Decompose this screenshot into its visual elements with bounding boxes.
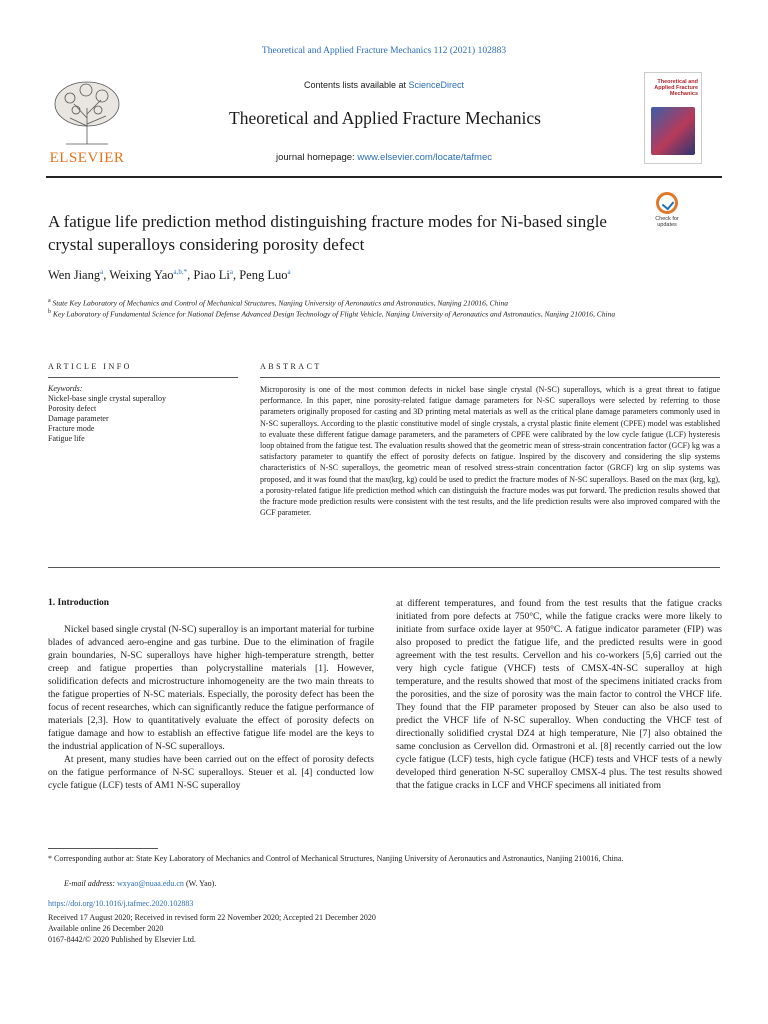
author[interactable]: Weixing Yao <box>109 268 174 283</box>
journal-homepage: journal homepage: www.elsevier.com/locate/tafmec <box>276 152 492 163</box>
available-online: Available online 26 December 2020 <box>48 924 164 933</box>
sciencedirect-link[interactable]: ScienceDirect <box>408 80 465 90</box>
article-title: A fatigue life prediction method distinguishing fracture modes for Ni-based single crystal superalloys considering porosity defect <box>48 212 607 254</box>
author-sup[interactable]: a <box>287 268 291 276</box>
section-rule <box>48 567 720 568</box>
homepage-link[interactable]: www.elsevier.com/locate/tafmec <box>357 152 492 163</box>
received-dates: Received 17 August 2020; Received in revised form 22 November 2020; Accepted 21 December 2020 <box>48 913 376 922</box>
affiliation: $^a$ State Key Laboratory of Mechanics and Control of Mechanical Structures, Nanjing University of Aeronautics and Astronautics, Nanjing 210016, China <box>48 298 509 308</box>
paragraph: Nickel based single crystal (N-SC) superalloy is an important material for turbine blades of advanced aero-engine and gas turbine. Due to the elimination of fragile grain boundaries, N-SC superalloys have higher high-temperature strength, better creep and fatigue properties than polycrystalline materials [1]. However, solidification defects and microstructure inhomogeneity are the two main threats to the fatigue properties of N-SC materials. Especially, the porosity defect has been the focus of recent researches, which can significantly reduce the fatigue performance of materials [2,3]. How to quantitatively evaluate the effect of porosity defects on fatigue damage and how to establish an effective fatigue life model are the keys to the industrial application of N-SC superalloys. <box>48 625 374 752</box>
journal-name: Theoretical and Applied Fracture Mechanics <box>229 108 541 128</box>
body-column-right <box>396 598 722 793</box>
paragraph: at different temperatures, and found from the test results that the fatigue cracks initiated from pore defects at 750°C, while the fatigue cracks were more likely to initiate from surface oxide layer at 950°C. A fatigue indicator parameter (FIP) was also proposed to predict the fatigue life, and the predicted results were in good agreement with the test results. Cervellon and his co-workers [5,6] carried out the very high cycle fatigue (VHCF) tests of CMSX-4N-SC superalloy at high temperature, and the results showed that most of the specimens initiated cracks from the porosities, and the size of porosity was the main factor to control the VHCF life. They found that the FIP parameter proposed by Steuer can also be also used to predict the VHCF life of N-SC superalloy. When conducting the VHCF test of directionally solidified crystal DZ4 at high temperature, Nie [7] also obtained the same conclusion as Cervellon did. Ormastroni et al. [8] recently carried out the low cycle fatigue (LCF) tests, high cycle fatigue (HCF) tests and VHCF tests of a newly developed third generation N-SC superalloy CMSX-4 plus. The test results showed that the fatigue cracks in LCF and VHCF specimens all initiated from <box>396 599 722 791</box>
section-heading: 1. Introduction <box>48 598 110 608</box>
check-updates-icon <box>656 192 678 214</box>
author[interactable]: Wen Jiang <box>48 268 101 283</box>
email-link[interactable]: wxyao@nuaa.edu.cn <box>117 879 184 888</box>
corresponding-author-note: * Corresponding author at: State Key Laboratory of Mechanics and Control of Mechanical Structures, Nanjing University of Aeronautics and Astronautics, Nanjing 210016, China. <box>48 854 624 863</box>
keyword[interactable]: Nickel-base single crystal superalloy <box>48 394 166 403</box>
author-list: Wen Jiang$^a$, Weixing Yao$^{a,b,*}$, Piao Li$^a$, Peng Luo$^a$ <box>48 268 291 283</box>
keyword[interactable]: Fracture mode <box>48 424 95 433</box>
header-rule <box>46 176 722 178</box>
article-info-heading: ARTICLE INFO <box>48 362 132 371</box>
section-rule <box>48 377 238 378</box>
affiliation: $^b$ Key Laboratory of Fundamental Science for National Defense Advanced Design Technology of Flight Vehicle, Nanjing University of Aeronautics and Astronautics, Nanjing 210016, China <box>48 309 616 319</box>
doi-link[interactable]: https://doi.org/10.1016/j.tafmec.2020.102883 <box>48 899 194 908</box>
journal-reference[interactable]: Theoretical and Applied Fracture Mechanics 112 (2021) 102883 <box>261 46 507 56</box>
email-note: E-mail address: wxyao@nuaa.edu.cn (W. Yao). <box>64 879 217 888</box>
keyword[interactable]: Fatigue life <box>48 434 85 443</box>
check-updates-label: Check for updates <box>655 216 679 228</box>
abstract-heading: ABSTRACT <box>260 362 322 371</box>
abstract-text: Microporosity is one of the most common defects in nickel base single crystal (N-SC) superalloys, which is a great threat to fatigue performance. In this paper, nine porosity-related fatigue damage parameters for N-SC superalloys were selected by referring to those parameters originally proposed for casting and 3D printing metal materials as well as the critical plane damage parameters commonly used in N-SC superalloys. According to the plastic constitutive model of single crystals, a crystal plastic finite element (CPFE) model was established to evaluate these different fatigue damage parameters, and the parameters of CPFE were calibrated by the low cycle fatigue (LCF) hysteresis loop obtained from the fatigue test. The evaluation results showed that the geometric mean of stress-strain concentration factor (GCF) kg was a satisfactory parameter to quantify the effect of porosity defects on fatigue. Inspired by the discovery and considering the slip systems characteristics of N-SC superalloys, the geometric mean of resolved stress-strain concentration factor (GRCF) krg on slip systems was proposed, and it was found that the max(krg, kg) could be used to predict the fracture modes of N-SC superalloys. Based on the max (krg, kg), a porosity-related fatigue life prediction method which can distinguish the fracture modes was put forward. The prediction results showed that the fracture mode prediction results were consistent with the test results, and the life prediction results were also improved compared with the GCF parameter. <box>260 385 720 518</box>
keyword[interactable]: Porosity defect <box>48 404 97 413</box>
issn-copyright: 0167-8442/© 2020 Published by Elsevier Ltd. <box>48 935 196 944</box>
section-rule <box>260 377 720 378</box>
body-column-left <box>48 624 374 793</box>
cover-title: Theoretical and Applied Fracture Mechanics <box>654 79 698 97</box>
contents-available: Contents lists available at ScienceDirect <box>303 80 465 90</box>
author-sup[interactable]: a,b,* <box>173 268 188 276</box>
check-updates-button[interactable] <box>646 192 688 228</box>
keywords-label: Keywords: <box>48 384 83 393</box>
author[interactable]: Piao Li <box>193 268 230 283</box>
paragraph: At present, many studies have been carried out on the effect of porosity defects on the fatigue performance of N-SC superalloys. Steuer et al. [4] conducted low cycle fatigue (LCF) tests of AM1 N-SC superalloy <box>48 755 374 791</box>
journal-cover <box>644 72 702 164</box>
publisher-logo-text: ELSEVIER <box>49 150 125 166</box>
author-sup[interactable]: a <box>100 268 104 276</box>
author-sup[interactable]: a <box>229 268 233 276</box>
keywords <box>48 384 238 444</box>
footnote-rule <box>48 848 158 849</box>
author[interactable]: Peng Luo <box>239 268 288 283</box>
keyword[interactable]: Damage parameter <box>48 414 109 423</box>
cover-art <box>651 107 695 155</box>
